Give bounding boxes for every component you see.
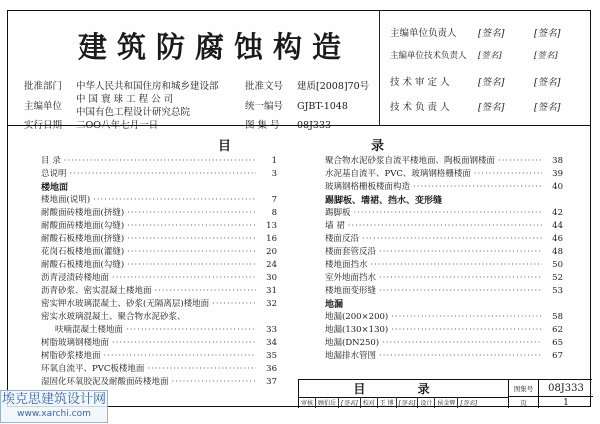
toc-leader-dots — [362, 234, 542, 244]
toc-entry-page: 65 — [552, 338, 563, 348]
toc-entry-page: 37 — [266, 377, 277, 387]
toc-leader-dots — [127, 208, 256, 218]
toc-entry[interactable] — [325, 167, 563, 180]
toc-entry[interactable] — [41, 310, 277, 323]
toc-entry-page: 39 — [552, 169, 563, 179]
toc-entry[interactable] — [41, 193, 277, 206]
toc-entry[interactable] — [41, 271, 277, 284]
toc-entry-title: 楼面反沿 — [325, 234, 360, 244]
toc-leader-dots — [93, 195, 256, 205]
toc-entry-title: 地漏(130×130) — [325, 325, 389, 335]
toc-leader-dots — [382, 338, 542, 348]
header — [8, 11, 590, 131]
toc-entry-title: 地漏 — [325, 300, 344, 310]
toc-entry-page: 13 — [266, 221, 277, 231]
toc-entry[interactable] — [325, 219, 563, 232]
toc-heading-left: 目 — [218, 139, 232, 154]
toc-entry-title: 总说明 — [41, 169, 67, 179]
toc-entry-page: 24 — [266, 260, 277, 270]
toc-entry[interactable] — [41, 167, 277, 180]
toc-entry-title: 楼面套管反沿 — [325, 247, 377, 257]
toc-entry-title: 呋喃混凝土楼地面 — [55, 325, 124, 335]
toc-entry[interactable] — [41, 258, 277, 271]
toc-entry-page: 20 — [266, 247, 277, 257]
toc-heading-right: 录 — [371, 139, 385, 154]
drawing-frame — [7, 10, 591, 407]
toc-entry-title: 室外地面挡水 — [325, 273, 377, 283]
header-divider — [379, 11, 380, 126]
toc-entry[interactable] — [325, 310, 563, 323]
toc-entry-title: 耐酸石板楼地面(挤缝) — [41, 234, 125, 244]
toc-entry-title: 楼地面挡水 — [325, 260, 368, 270]
toc-leader-dots — [474, 169, 542, 179]
toc-entry-page: 42 — [552, 208, 563, 218]
toc-entry[interactable] — [41, 232, 277, 245]
toc-entry-page: 58 — [552, 312, 563, 322]
signature-row: 主编单位技术负责人 [签名] [签名] — [390, 51, 558, 61]
title-block-signatures: 审核 顾伯岳 [签名] 校对 王 博 [签名] 设计 侯金辉 [签名] — [299, 397, 508, 408]
toc-entry[interactable] — [325, 206, 563, 219]
toc-leader-dots — [413, 182, 542, 192]
toc-leader-dots — [70, 169, 256, 179]
toc-leader-dots — [354, 208, 542, 218]
toc-entry[interactable] — [325, 271, 563, 284]
toc-leader-dots — [371, 260, 542, 270]
toc-entry[interactable] — [325, 232, 563, 245]
toc-leader-dots — [348, 221, 542, 231]
unified-no: 统一编号 GJBT-1048 — [245, 101, 348, 112]
toc-entry-page: 35 — [266, 351, 277, 361]
toc-entry[interactable] — [41, 284, 277, 297]
toc-leader-dots — [379, 273, 542, 283]
toc-entry-title: 楼地面(说明) — [41, 195, 91, 205]
toc-leader-dots — [212, 299, 256, 309]
toc-entry[interactable] — [325, 323, 563, 336]
toc-entry[interactable] — [325, 245, 563, 258]
toc-entry-title: 墙 裙 — [325, 221, 345, 231]
toc-entry[interactable] — [41, 323, 277, 336]
toc-leader-dots — [155, 286, 256, 296]
toc-entry-title: 地漏(DN250) — [325, 338, 380, 348]
toc-leader-dots — [379, 351, 542, 361]
toc-entry-title: 踢脚板、墙裙、挡水、变形缝 — [325, 196, 443, 206]
toc-entry-page: 16 — [266, 234, 277, 244]
toc-leader-dots — [112, 273, 256, 283]
watermark-url: www.xarchi.com — [17, 409, 91, 419]
toc-leader-dots — [104, 351, 256, 361]
toc-leader-dots — [147, 364, 256, 374]
effective-date: 实行日期 二OO八年七月一日 — [24, 120, 159, 131]
toc-entry[interactable] — [41, 219, 277, 232]
toc-entry-page: 53 — [552, 286, 563, 296]
toc-entry[interactable] — [41, 206, 277, 219]
toc-leader-dots — [127, 247, 256, 257]
toc-entry-title: 密实水玻璃混凝土、聚合物水泥砂浆、 — [41, 312, 186, 322]
signature-row: 主编单位负责人 [签名] [签名] — [390, 28, 561, 39]
page-number: 1 — [538, 397, 593, 408]
toc-entry-title: 玻璃钢格栅板楼面构造 — [325, 182, 411, 192]
toc-entry-title: 目 录 — [41, 156, 61, 166]
title-block-title: 目 录 — [299, 380, 508, 398]
toc-entry[interactable] — [41, 349, 277, 362]
toc-entry-title: 聚合物水泥砂浆自流平楼地面、陶板面钢楼面 — [325, 156, 496, 166]
toc-entry[interactable] — [325, 258, 563, 271]
editor-unit: 主编单位 — [24, 101, 63, 112]
toc-entry-page: 48 — [552, 247, 563, 257]
toc-entry[interactable] — [41, 336, 277, 349]
atlas-no-value: 08J333 — [538, 380, 593, 397]
approval-dept: 批准部门 中华人民共和国住房和城乡建设部 — [24, 81, 219, 92]
toc-entry-page: 8 — [271, 208, 277, 218]
editor-unit-1: 中 国 寰 球 工 程 公 司 — [76, 94, 174, 105]
toc-leader-dots — [172, 377, 256, 387]
toc-leader-dots — [126, 325, 256, 335]
toc-section-heading — [325, 193, 563, 206]
toc-entry-page: 1 — [271, 156, 277, 166]
toc-entry-page: 46 — [552, 234, 563, 244]
toc-section-heading — [325, 297, 563, 310]
toc-entry[interactable] — [325, 284, 563, 297]
toc-left-column — [41, 154, 277, 388]
toc-entry[interactable] — [41, 362, 277, 375]
toc-entry[interactable] — [325, 336, 563, 349]
toc-entry-page: 44 — [552, 221, 563, 231]
toc-entry[interactable] — [41, 154, 277, 167]
signature-row: 技 术 负 责 人 [签名] [签名] — [390, 102, 561, 113]
toc-entry[interactable] — [325, 180, 563, 193]
toc-entry-title: 环氧自流平、PVC板楼地面 — [41, 364, 145, 374]
toc-entry-title: 水泥基自流平、PVC、玻璃钢格栅楼面 — [325, 169, 471, 179]
toc-entry-page: 33 — [266, 325, 277, 335]
toc-entry-page: 31 — [266, 286, 277, 296]
toc-leader-dots — [379, 247, 542, 257]
page-label: 页 — [508, 397, 538, 408]
toc-entry-title: 树脂砂浆楼地面 — [41, 351, 101, 361]
toc-right-column — [325, 154, 563, 362]
toc-entry-page: 36 — [266, 364, 277, 374]
toc-entry-page: 38 — [552, 156, 563, 166]
toc-leader-dots — [64, 156, 256, 166]
approval-no: 批准文号 建质[2008]70号 — [245, 81, 370, 92]
toc-entry-title: 树脂玻璃钢楼地面 — [41, 338, 110, 348]
toc-entry[interactable] — [325, 349, 563, 362]
signature-row: 技 术 审 定 人 [签名] [签名] — [390, 77, 561, 88]
toc-entry-title: 耐酸面砖楼地面(勾缝) — [41, 221, 125, 231]
toc-entry[interactable] — [325, 154, 563, 167]
toc-leader-dots — [391, 325, 542, 335]
toc-entry-page: 67 — [552, 351, 563, 361]
toc-entry-title: 耐酸面砖楼地面(挤缝) — [41, 208, 125, 218]
toc-entry-page: 7 — [271, 195, 277, 205]
toc-leader-dots — [498, 156, 542, 166]
atlas-no: 图 集 号 08J333 — [245, 120, 332, 131]
toc-entry-page: 32 — [266, 299, 277, 309]
toc-leader-dots — [112, 338, 256, 348]
watermark — [0, 390, 108, 423]
toc-entry-title: 楼地面 — [41, 183, 69, 193]
toc-entry-page: 40 — [552, 182, 563, 192]
toc-leader-dots — [127, 221, 256, 231]
toc-entry-title: 地漏排水管图 — [325, 351, 377, 361]
toc-section-heading — [41, 180, 277, 193]
toc-entry-title: 楼地面变形缝 — [325, 286, 377, 296]
toc-entry[interactable] — [41, 245, 277, 258]
toc-entry-page: 34 — [266, 338, 277, 348]
toc-leader-dots — [127, 260, 256, 270]
toc-entry-title: 湿固化环氧胶泥及耐酸面砖楼地面 — [41, 377, 169, 387]
toc-entry-title: 密实钾水玻璃混凝土、砂浆(无隔离层)楼地面 — [41, 299, 210, 309]
atlas-title: 建筑防腐蚀构造 — [78, 30, 352, 64]
toc-entry-title: 沥青砂浆、密实混凝土楼地面 — [41, 286, 152, 296]
atlas-no-label: 图集号 — [508, 380, 538, 397]
toc-entry-page: 50 — [552, 260, 563, 270]
watermark-name: 埃克思建筑设计网 — [1, 392, 106, 407]
toc-entry-title: 沥青浸渍砖楼地面 — [41, 273, 110, 283]
editor-unit-2: 中国有色工程设计研究总院 — [76, 107, 191, 118]
toc-entry-title: 地漏(200×200) — [325, 312, 389, 322]
toc-entry-page: 52 — [552, 273, 563, 283]
toc-entry-title: 踢脚板 — [325, 208, 351, 218]
toc-leader-dots — [127, 234, 256, 244]
toc-entry-page: 3 — [271, 169, 277, 179]
toc-entry[interactable] — [41, 297, 277, 310]
toc-entry[interactable] — [41, 375, 277, 388]
title-block — [298, 379, 592, 408]
toc-leader-dots — [379, 286, 542, 296]
toc-entry-page: 30 — [266, 273, 277, 283]
toc-entry-title: 花岗石板楼地面(灌缝) — [41, 247, 125, 257]
toc-entry-title: 耐酸石板楼地面(勾缝) — [41, 260, 125, 270]
toc-entry-page: 62 — [552, 325, 563, 335]
toc-leader-dots — [391, 312, 542, 322]
